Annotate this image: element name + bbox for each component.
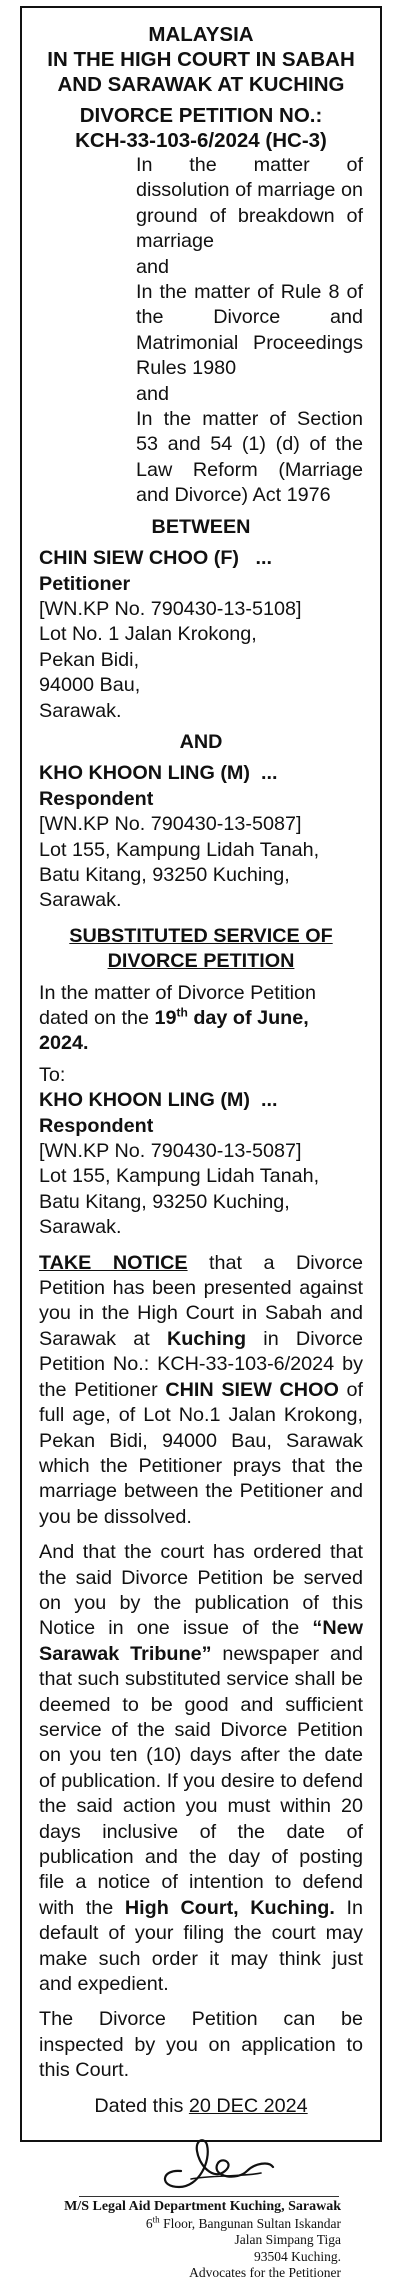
country-heading: MALAYSIA (148, 23, 254, 46)
and-heading: AND (179, 730, 223, 753)
dated-this-value: 20 DEC 2024 (188, 2094, 308, 2117)
to-address-2: Batu Kitang, 93250 Kuching, (39, 1190, 290, 1213)
newspaper-name: “New Sarawak Tribune” (39, 1617, 363, 1665)
to-block (39, 1088, 363, 1240)
to-ic: [WN.KP No. 790430-13-5087] (39, 1140, 302, 1163)
matter-and-2: and (136, 382, 170, 405)
inspect-paragraph: The Divorce Petition can be inspected by you on application to this Court. (39, 2008, 363, 2082)
signature-area (39, 2127, 363, 2197)
dated-this (39, 2094, 363, 2119)
respondent-line (39, 761, 363, 812)
respondent-block (39, 761, 363, 913)
matter-3: In the matter of Section 53 and 54 (1) (d) of the Law Reform (Marriage and Divorce) Act 1976 (136, 408, 363, 507)
dated-rest: day of June, 2024. (39, 1007, 309, 1055)
petitioner-name-inline: CHIN SIEW CHOO (165, 1378, 339, 1401)
matter-1: In the matter of dissolution of marriage on ground of breakdown of marriage (136, 154, 363, 253)
take-notice: TAKE NOTICE (39, 1251, 188, 1274)
between-heading: BETWEEN (151, 515, 251, 538)
dated-this-label: Dated this (94, 2094, 189, 2117)
notice-text-3: of full age, of Lot No.1 Jalan Krokong, Pekan Bidi, 94000 Bau, Sarawak which the Petitioner prays that the marriage between the Petitioner and you be dissolved. (39, 1378, 364, 1528)
notice-paragraph (39, 1251, 363, 1530)
firm-floor (39, 2216, 341, 2233)
firm-name: M/S Legal Aid Department Kuching, Sarawak (64, 2199, 341, 2215)
firm-street: Jalan Simpang Tiga (234, 2232, 341, 2248)
to-address-1: Lot 155, Kampung Lidah Tanah, (39, 1165, 320, 1188)
respondent-address-2: Batu Kitang, 93250 Kuching, (39, 863, 290, 886)
notice-text-1: that a Divorce Petition has been presented against you in the High Court in Sabah and Sarawak at (39, 1251, 363, 1350)
order-paragraph (39, 1540, 363, 1997)
to-address-3: Sarawak. (39, 1216, 122, 1239)
dated-petition (39, 981, 363, 1057)
legal-notice (20, 6, 382, 2281)
petition-label: DIVORCE PETITION NO.: (79, 104, 323, 127)
service-title-1: SUBSTITUTED SERVICE OF (69, 924, 333, 947)
matters-block (136, 153, 363, 509)
firm-floor-rest: Floor, Bangunan Sultan Iskandar (159, 2215, 341, 2231)
firm-role: Advocates for the Petitioner (189, 2265, 341, 2281)
petitioner-address-1: Lot No. 1 Jalan Krokong, (39, 623, 257, 646)
kuching: Kuching (166, 1327, 247, 1350)
court-name: High Court, Kuching. (124, 1896, 335, 1919)
respondent-address-1: Lot 155, Kampung Lidah Tanah, (39, 838, 320, 861)
petitioner-name: CHIN SIEW CHOO (F) (39, 547, 239, 570)
to-label: To: (39, 1063, 66, 1086)
firm-floor-num: 6 (145, 2215, 153, 2231)
petitioner-ic: [WN.KP No. 790430-13-5108] (39, 597, 302, 620)
to-role: ... Respondent (39, 1089, 278, 1137)
order-text-2: newspaper and that such substituted service shall be deemed to be good and sufficient service of the said Divorce Petition on you ten (10) days after the date of publication. If you desire to defend the said action you must within 20 days inclusive of the date of publication and the day of posting file a notice of intention to defend with the (39, 1642, 363, 1919)
petitioner-address-4: Sarawak. (39, 699, 122, 722)
firm-postcode: 93504 Kuching. (254, 2248, 341, 2264)
signature-line (79, 2196, 339, 2197)
dated-suffix: th (176, 1005, 188, 1020)
respondent-role: ... Respondent (39, 762, 278, 810)
petitioner-address-3: 94000 Bau, (39, 674, 141, 697)
court-heading-1: IN THE HIGH COURT IN SABAH (47, 48, 355, 71)
dated-day: 19 (154, 1007, 177, 1029)
dated-intro: In the matter of Divorce Petition dated on the (39, 981, 317, 1029)
petitioner-line (39, 546, 363, 597)
court-heading-2: AND SARAWAK AT KUCHING (57, 73, 345, 96)
signature-icon (151, 2131, 281, 2195)
matter-2: In the matter of Rule 8 of the Divorce and Matrimonial Proceedings Rules 1980 (136, 281, 363, 380)
service-title-2: DIVORCE PETITION (107, 950, 295, 973)
matter-and-1: and (136, 255, 170, 278)
order-text-1: And that the court has ordered that the said Divorce Petition be served on you by the publication of this Notice in one issue of the (39, 1541, 363, 1640)
respondent-name: KHO KHOON LING (M) (39, 762, 250, 785)
petitioner-block (39, 546, 363, 724)
petitioner-address-2: Pekan Bidi, (39, 648, 140, 671)
firm-floor-suffix: th (152, 2214, 160, 2225)
to-name: KHO KHOON LING (M) (39, 1089, 250, 1112)
respondent-ic: [WN.KP No. 790430-13-5087] (39, 813, 302, 836)
respondent-address-3: Sarawak. (39, 889, 122, 912)
firm-block (39, 2199, 363, 2282)
petitioner-role: ... Petitioner (39, 547, 272, 595)
order-text-3: In default of your filing the court may make such order it may think just and expedient. (39, 1896, 363, 1996)
petition-number: KCH-33-103-6/2024 (HC-3) (75, 129, 327, 152)
notice-text-2: in Divorce Petition No.: KCH-33-103-6/2024 by the Petitioner (39, 1327, 363, 1401)
to-line (39, 1088, 363, 1139)
